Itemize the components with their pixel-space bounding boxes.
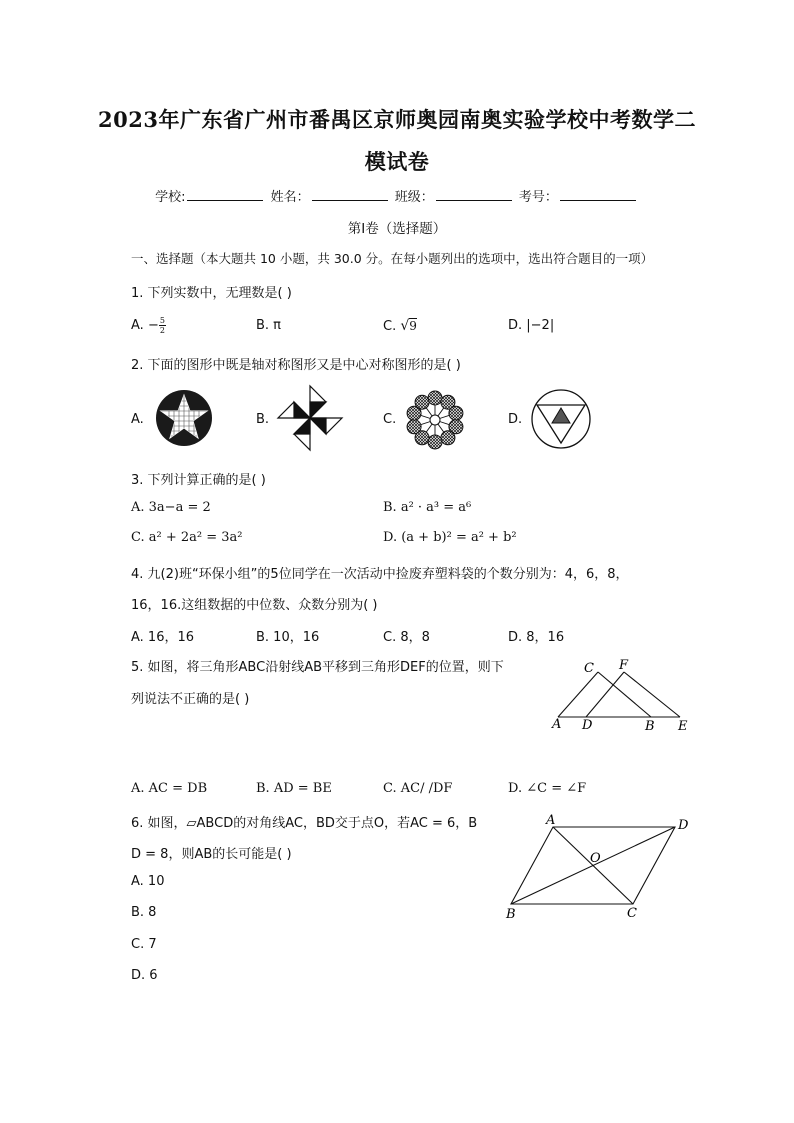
q3-option-b[interactable]: B. a² · a³ = a⁶ <box>383 500 472 515</box>
q4-option-d[interactable]: D. 8，16 <box>508 630 565 645</box>
q3-stem: 3. 下列计算正确的是( ) <box>131 473 266 488</box>
q5-stem-line-1: 5. 如图，将三角形ABC沿射线AB平移到三角形DEF的位置，则下 <box>131 660 504 675</box>
sqrt-icon: √ <box>400 318 410 334</box>
school-label: 学校: <box>155 190 186 205</box>
translation-triangles-figure <box>548 655 698 735</box>
number-label: 考号： <box>518 190 558 205</box>
class-label: 班级： <box>394 190 434 205</box>
q2-stem: 2. 下面的图形中既是轴对称图形又是中心对称图形的是( ) <box>131 358 461 373</box>
q4-stem-line-2: 16，16.这组数据的中位数、众数分别为( ) <box>131 598 378 613</box>
q4-option-c[interactable]: C. 8，8 <box>383 630 430 645</box>
flower-petal-circle <box>449 406 463 420</box>
q2-option-c[interactable]: C. <box>383 412 397 427</box>
q1-a-label: A. <box>131 318 144 333</box>
label-F: F <box>619 658 629 673</box>
q1-option-b[interactable]: B. π <box>256 318 282 333</box>
q5-option-d[interactable]: D. ∠C = ∠F <box>508 781 587 796</box>
flower-petal-circle <box>407 420 421 434</box>
label-O: O <box>590 851 601 866</box>
flower-circles-figure <box>404 389 466 451</box>
q1-a-denominator: 2 <box>159 326 165 335</box>
q1-option-a[interactable] <box>131 316 166 335</box>
q4-stem-line-1: 4. 九(2)班“环保小组”的5位同学在一次活动中捡废弃塑料袋的个数分别为：4，6，8， <box>131 567 629 582</box>
q5-stem-line-2: 列说法不正确的是( ) <box>131 692 250 707</box>
q1-option-c[interactable] <box>383 318 417 334</box>
q1-a-numerator: 5 <box>159 316 165 325</box>
flower-petal-circle <box>441 431 455 445</box>
part-title: 第I卷（选择题） <box>347 221 447 237</box>
label-D: D <box>582 718 593 733</box>
q3-option-d[interactable]: D. (a + b)² = a² + b² <box>383 530 517 545</box>
q1-c-radicand: 9 <box>409 319 417 333</box>
flower-center-circle <box>430 415 440 425</box>
q6-option-b[interactable]: B. 8 <box>131 905 157 920</box>
q6-option-a[interactable]: A. 10 <box>131 874 165 889</box>
flower-petal-circle <box>415 395 429 409</box>
section-header: 一、选择题（本大题共 10 小题，共 30.0 分。在每小题列出的选项中，选出符合题目的一项） <box>131 251 654 266</box>
label-C: C <box>584 661 594 676</box>
flower-petal-circle <box>428 435 442 449</box>
label-A: A <box>546 813 556 828</box>
flower-petal-circle <box>428 391 442 405</box>
q2-option-d[interactable]: D. <box>508 412 523 427</box>
q3-option-a[interactable]: A. 3a−a = 2 <box>131 500 211 515</box>
class-blank[interactable] <box>436 188 512 201</box>
label-E: E <box>678 719 688 734</box>
label-D: D <box>678 818 689 833</box>
q1-c-label: C. <box>383 319 397 334</box>
q1-a-fraction <box>159 316 166 335</box>
q4-option-b[interactable]: B. 10，16 <box>256 630 320 645</box>
label-B: B <box>506 907 516 922</box>
parallelogram-figure <box>498 810 698 925</box>
name-blank[interactable] <box>312 188 388 201</box>
q3-option-c[interactable]: C. a² + 2a² = 3a² <box>131 530 243 545</box>
name-label: 姓名： <box>270 190 310 205</box>
q6-option-d[interactable]: D. 6 <box>131 968 158 983</box>
q5-option-b[interactable]: B. AD = BE <box>256 781 332 796</box>
school-blank[interactable] <box>187 188 263 201</box>
q2-option-a[interactable]: A. <box>131 412 144 427</box>
q5-option-c[interactable]: C. AC/ /DF <box>383 781 453 796</box>
student-info-fields <box>0 186 794 205</box>
q4-option-a[interactable]: A. 16，16 <box>131 630 195 645</box>
label-B: B <box>645 719 655 734</box>
q1-a-sign: − <box>147 318 159 333</box>
q1-stem: 1. 下列实数中，无理数是( ) <box>131 286 292 301</box>
q5-option-a[interactable]: A. AC = DB <box>131 781 208 796</box>
q6-option-c[interactable]: C. 7 <box>131 937 157 952</box>
pinwheel-figure <box>276 384 344 452</box>
q2-option-b[interactable]: B. <box>256 412 270 427</box>
q6-stem-line-2: D = 8，则AB的长可能是( ) <box>131 847 292 862</box>
star-circle-figure <box>155 389 213 447</box>
label-A: A <box>552 717 562 732</box>
q1-option-d[interactable]: D. |−2| <box>508 318 555 333</box>
label-C: C <box>627 906 637 921</box>
number-blank[interactable] <box>560 188 636 201</box>
q6-stem-line-1: 6. 如图，▱ABCD的对角线AC，BD交于点O，若AC = 6，B <box>131 816 478 831</box>
triangle-circle-figure <box>530 388 592 450</box>
title-line-1: 2023年广东省广州市番禺区京师奥园南奥实验学校中考数学二 <box>98 107 696 132</box>
title-line-2: 模试卷 <box>364 149 430 174</box>
